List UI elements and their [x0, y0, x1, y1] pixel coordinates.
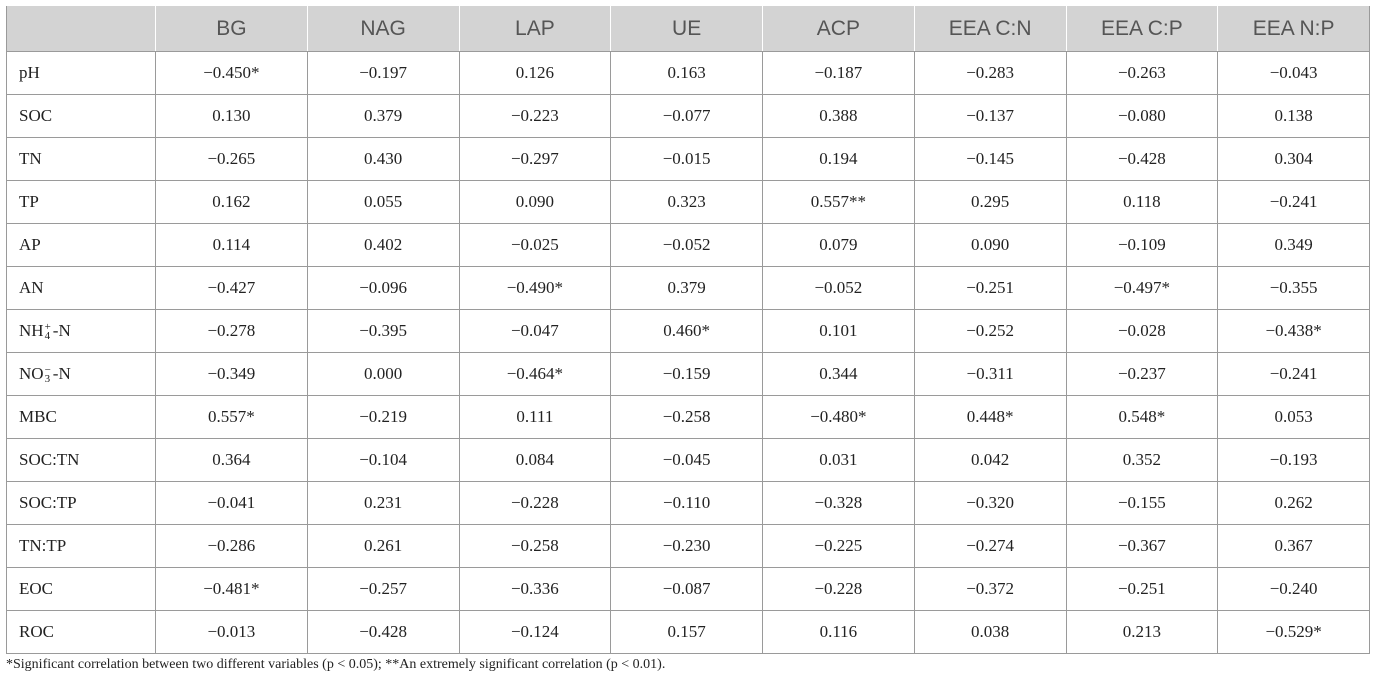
- table-body: [7, 52, 1370, 654]
- table-cell: −0.241: [1218, 353, 1370, 396]
- table-header: [7, 6, 1370, 52]
- table-cell: 0.084: [459, 439, 611, 482]
- table-cell: −0.155: [1066, 482, 1218, 525]
- table-cell: −0.427: [156, 267, 308, 310]
- table-cell: 0.379: [307, 95, 459, 138]
- row-label: AP: [7, 224, 156, 267]
- table-cell: 0.157: [611, 611, 763, 654]
- table-cell: −0.225: [763, 525, 915, 568]
- table-cell: −0.137: [914, 95, 1066, 138]
- table-cell: 0.130: [156, 95, 308, 138]
- table-cell: −0.109: [1066, 224, 1218, 267]
- row-label: SOC: [7, 95, 156, 138]
- table-cell: −0.219: [307, 396, 459, 439]
- table-cell: 0.367: [1218, 525, 1370, 568]
- row-label: MBC: [7, 396, 156, 439]
- table-cell: 0.053: [1218, 396, 1370, 439]
- row-label: SOC:TN: [7, 439, 156, 482]
- table-cell: 0.126: [459, 52, 611, 95]
- column-header-ue: UE: [611, 6, 763, 52]
- table-cell: −0.367: [1066, 525, 1218, 568]
- table-cell: −0.228: [459, 482, 611, 525]
- table-cell: −0.223: [459, 95, 611, 138]
- header-row: [7, 6, 1370, 52]
- table-cell: −0.428: [307, 611, 459, 654]
- row-label: ROC: [7, 611, 156, 654]
- column-header-bg: BG: [156, 6, 308, 52]
- table-cell: −0.311: [914, 353, 1066, 396]
- table-cell: −0.241: [1218, 181, 1370, 224]
- table-cell: −0.013: [156, 611, 308, 654]
- table-cell: −0.263: [1066, 52, 1218, 95]
- table-cell: 0.304: [1218, 138, 1370, 181]
- header-corner: [7, 6, 156, 52]
- table-cell: 0.163: [611, 52, 763, 95]
- table-cell: −0.251: [914, 267, 1066, 310]
- table-cell: −0.251: [1066, 568, 1218, 611]
- table-cell: 0.460*: [611, 310, 763, 353]
- table-cell: −0.052: [763, 267, 915, 310]
- table-cell: −0.297: [459, 138, 611, 181]
- table-cell: −0.080: [1066, 95, 1218, 138]
- table-cell: −0.045: [611, 439, 763, 482]
- table-cell: −0.320: [914, 482, 1066, 525]
- row-label-subscript: 4: [44, 330, 51, 343]
- table-cell: −0.110: [611, 482, 763, 525]
- table-cell: 0.079: [763, 224, 915, 267]
- table-cell: 0.213: [1066, 611, 1218, 654]
- table-cell: −0.349: [156, 353, 308, 396]
- table-cell: 0.031: [763, 439, 915, 482]
- table-cell: 0.162: [156, 181, 308, 224]
- table-cell: −0.257: [307, 568, 459, 611]
- table-row: [7, 353, 1370, 396]
- table-cell: −0.480*: [763, 396, 915, 439]
- table-cell: −0.197: [307, 52, 459, 95]
- row-label-subscript: 3: [44, 373, 51, 386]
- table-cell: 0.295: [914, 181, 1066, 224]
- table-footnote: *Significant correlation between two different variables (p < 0.05); **An extremely significant correlation (p < 0.01).: [6, 657, 666, 672]
- column-header-eea-c-p: EEA C:P: [1066, 6, 1218, 52]
- row-label-suffix: -N: [52, 363, 71, 383]
- table-cell: −0.228: [763, 568, 915, 611]
- table-cell: 0.557*: [156, 396, 308, 439]
- table-cell: −0.041: [156, 482, 308, 525]
- table-row: [7, 482, 1370, 525]
- table-cell: 0.101: [763, 310, 915, 353]
- table-cell: 0.352: [1066, 439, 1218, 482]
- table-cell: 0.323: [611, 181, 763, 224]
- table-cell: −0.336: [459, 568, 611, 611]
- table-cell: −0.529*: [1218, 611, 1370, 654]
- table-cell: −0.355: [1218, 267, 1370, 310]
- table-row: [7, 138, 1370, 181]
- table-cell: −0.286: [156, 525, 308, 568]
- table-cell: 0.114: [156, 224, 308, 267]
- table-cell: 0.364: [156, 439, 308, 482]
- table-cell: 0.090: [914, 224, 1066, 267]
- row-label-charge: +: [44, 321, 51, 334]
- row-label-base: NO: [19, 363, 44, 383]
- column-header-lap: LAP: [459, 6, 611, 52]
- table-row: [7, 52, 1370, 95]
- table-cell: −0.052: [611, 224, 763, 267]
- table-cell: −0.428: [1066, 138, 1218, 181]
- table-cell: −0.395: [307, 310, 459, 353]
- column-header-eea-n-p: EEA N:P: [1218, 6, 1370, 52]
- table-cell: 0.261: [307, 525, 459, 568]
- table-cell: −0.096: [307, 267, 459, 310]
- table-cell: −0.372: [914, 568, 1066, 611]
- table-cell: −0.497*: [1066, 267, 1218, 310]
- correlation-table-container: [6, 6, 1369, 654]
- column-header-acp: ACP: [763, 6, 915, 52]
- row-label: pH: [7, 52, 156, 95]
- table-cell: −0.124: [459, 611, 611, 654]
- table-cell: 0.000: [307, 353, 459, 396]
- table-cell: 0.349: [1218, 224, 1370, 267]
- table-cell: 0.055: [307, 181, 459, 224]
- table-row: [7, 439, 1370, 482]
- table-cell: 0.402: [307, 224, 459, 267]
- table-cell: −0.265: [156, 138, 308, 181]
- table-cell: 0.379: [611, 267, 763, 310]
- table-cell: −0.283: [914, 52, 1066, 95]
- column-header-eea-c-n: EEA C:N: [914, 6, 1066, 52]
- table-cell: −0.438*: [1218, 310, 1370, 353]
- table-cell: 0.090: [459, 181, 611, 224]
- row-label: [7, 310, 156, 353]
- table-row: [7, 181, 1370, 224]
- row-label: SOC:TP: [7, 482, 156, 525]
- column-header-nag: NAG: [307, 6, 459, 52]
- table-row: [7, 568, 1370, 611]
- table-cell: −0.258: [611, 396, 763, 439]
- row-label: [7, 353, 156, 396]
- table-cell: −0.274: [914, 525, 1066, 568]
- table-cell: −0.028: [1066, 310, 1218, 353]
- table-cell: 0.116: [763, 611, 915, 654]
- table-cell: 0.262: [1218, 482, 1370, 525]
- table-cell: −0.025: [459, 224, 611, 267]
- table-cell: 0.548*: [1066, 396, 1218, 439]
- row-label: TN: [7, 138, 156, 181]
- table-row: [7, 267, 1370, 310]
- table-cell: −0.252: [914, 310, 1066, 353]
- table-cell: 0.448*: [914, 396, 1066, 439]
- table-cell: 0.042: [914, 439, 1066, 482]
- table-row: [7, 310, 1370, 353]
- table-cell: −0.087: [611, 568, 763, 611]
- table-cell: 0.557**: [763, 181, 915, 224]
- table-cell: 0.194: [763, 138, 915, 181]
- table-cell: 0.231: [307, 482, 459, 525]
- table-cell: −0.047: [459, 310, 611, 353]
- table-cell: 0.111: [459, 396, 611, 439]
- table-cell: −0.187: [763, 52, 915, 95]
- table-cell: 0.388: [763, 95, 915, 138]
- correlation-table: [6, 6, 1370, 654]
- table-cell: −0.481*: [156, 568, 308, 611]
- table-row: [7, 95, 1370, 138]
- table-row: [7, 224, 1370, 267]
- table-cell: −0.230: [611, 525, 763, 568]
- table-cell: 0.344: [763, 353, 915, 396]
- row-label: TN:TP: [7, 525, 156, 568]
- table-cell: −0.077: [611, 95, 763, 138]
- table-cell: −0.104: [307, 439, 459, 482]
- table-cell: −0.193: [1218, 439, 1370, 482]
- table-cell: 0.038: [914, 611, 1066, 654]
- table-cell: −0.490*: [459, 267, 611, 310]
- table-cell: −0.278: [156, 310, 308, 353]
- table-cell: −0.237: [1066, 353, 1218, 396]
- row-label: EOC: [7, 568, 156, 611]
- table-cell: −0.145: [914, 138, 1066, 181]
- table-cell: 0.430: [307, 138, 459, 181]
- table-cell: −0.159: [611, 353, 763, 396]
- table-cell: −0.258: [459, 525, 611, 568]
- table-cell: −0.240: [1218, 568, 1370, 611]
- table-row: [7, 396, 1370, 439]
- table-cell: −0.328: [763, 482, 915, 525]
- row-label-base: NH: [19, 320, 44, 340]
- table-cell: 0.138: [1218, 95, 1370, 138]
- table-row: [7, 611, 1370, 654]
- table-cell: −0.015: [611, 138, 763, 181]
- table-cell: 0.118: [1066, 181, 1218, 224]
- row-label-charge: −: [44, 364, 51, 377]
- table-row: [7, 525, 1370, 568]
- row-label: AN: [7, 267, 156, 310]
- row-label-suffix: -N: [52, 320, 71, 340]
- table-cell: −0.450*: [156, 52, 308, 95]
- table-cell: −0.464*: [459, 353, 611, 396]
- row-label: TP: [7, 181, 156, 224]
- table-cell: −0.043: [1218, 52, 1370, 95]
